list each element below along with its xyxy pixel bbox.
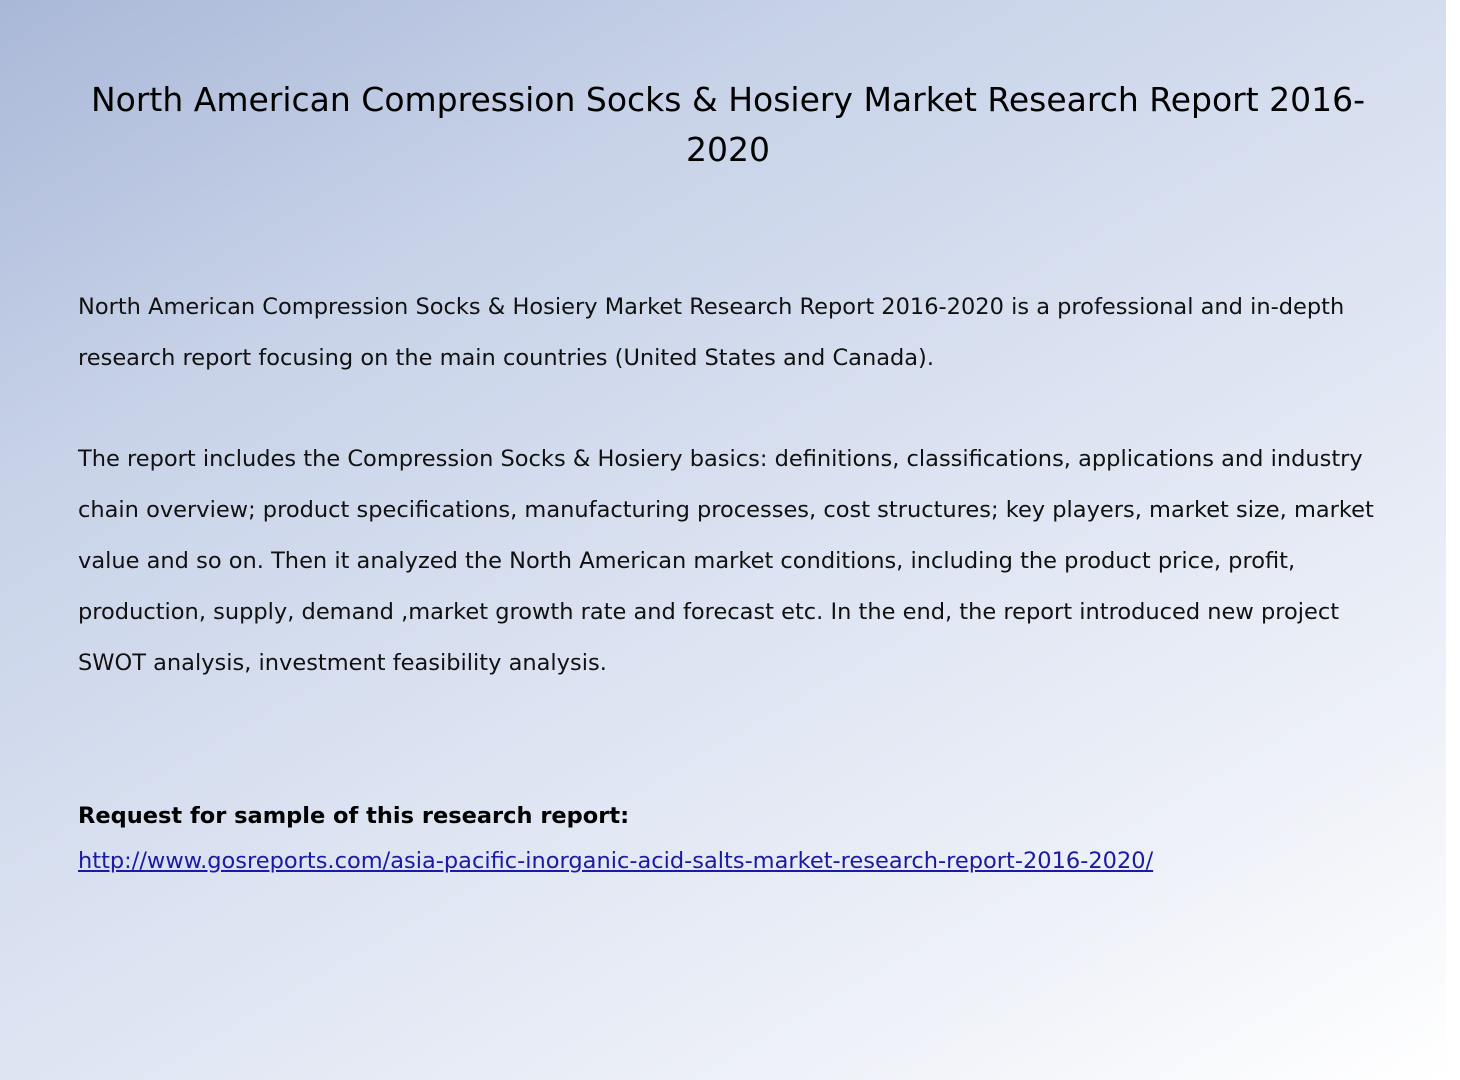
slide-title: North American Compression Socks & Hosiery Market Research Report 2016-2020 [90, 80, 1366, 169]
right-edge-margin [1446, 0, 1460, 1080]
sample-report-link[interactable]: http://www.gosreports.com/asia-pacific-inorganic-acid-salts-market-research-report-2016-2020/ [78, 848, 1154, 874]
intro-paragraph: North American Compression Socks & Hosiery Market Research Report 2016-2020 is a professional and in-depth research report focusing on the main countries (United States and Canada). [78, 294, 1345, 371]
description-paragraph: The report includes the Compression Socks & Hosiery basics: definitions, classifications, applications and industry chain overview; product specifications, manufacturing processes, cost structures; key players, market size, market value and so on. Then it analyzed the North American market conditions, including the product price, profit, production, supply, demand ,market growth rate and forecast etc. In the end, the report introduced new project SWOT analysis, investment feasibility analysis. [78, 446, 1374, 676]
request-sample-label: Request for sample of this research report: [78, 803, 630, 829]
